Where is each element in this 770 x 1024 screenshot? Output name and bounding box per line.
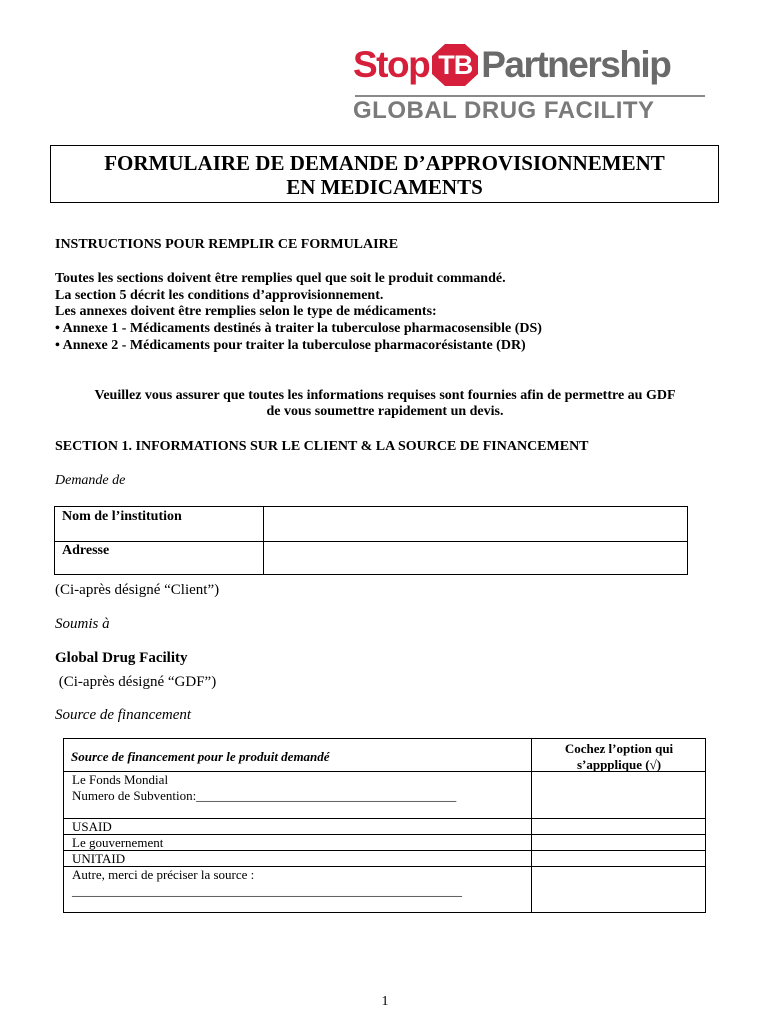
instruction-line: Les annexes doivent être remplies selon le type de médicaments:: [55, 304, 437, 319]
check-option-header: [532, 741, 706, 773]
usaid-label: USAID: [72, 819, 112, 834]
logo-subtitle: GLOBAL DRUG FACILITY: [353, 97, 655, 124]
logo-word-partnership: Partnership: [481, 44, 671, 85]
usaid-checkbox-cell[interactable]: [532, 819, 706, 834]
instruction-line: Toutes les sections doivent être remplies quel que soit le produit commandé.: [55, 271, 506, 286]
section1-heading: SECTION 1. INFORMATIONS SUR LE CLIENT & LA SOURCE DE FINANCEMENT: [55, 439, 589, 454]
source-financement-label: Source de financement: [55, 707, 192, 723]
institution-name-label: Nom de l’institution: [62, 509, 182, 524]
instruction-line: • Annexe 1 - Médicaments destinés à traiter la tuberculose pharmacosensible (DS): [55, 321, 542, 336]
government-checkbox-cell[interactable]: [532, 835, 706, 850]
page-number: 1: [381, 994, 389, 1009]
unitaid-label: UNITAID: [72, 851, 126, 866]
financing-table: [63, 738, 706, 913]
address-label: Adresse: [62, 543, 110, 558]
stop-tb-logo: [353, 44, 709, 130]
table-row: [55, 507, 687, 542]
other-source-field[interactable]: ____________________________________________________________: [72, 883, 462, 898]
notice-line1: Veuillez vous assurer que toutes les informations requises sont fournies afin de permettre au GDF: [94, 388, 676, 403]
table-row: [55, 541, 687, 574]
grant-number-field[interactable]: Numero de Subvention:________________________________________: [72, 788, 457, 803]
column-divider: [263, 541, 264, 574]
global-fund-checkbox-cell[interactable]: [532, 772, 706, 818]
government-label: Le gouvernement: [72, 835, 164, 850]
logo-word-stop: Stop: [353, 44, 430, 85]
list-item: [72, 867, 462, 899]
notice-line2: de vous soumettre rapidement un devis.: [266, 404, 504, 419]
form-title-box: [50, 145, 719, 203]
form-title-line1: FORMULAIRE DE DEMANDE D’APPROVISIONNEMENT: [104, 151, 665, 175]
form-title: [51, 151, 718, 199]
list-item: [72, 772, 456, 804]
other-source-label: Autre, merci de préciser la source :: [72, 867, 255, 882]
unitaid-checkbox-cell[interactable]: [532, 851, 706, 866]
client-note: (Ci-après désigné “Client”): [55, 582, 220, 598]
column-divider: [263, 507, 264, 541]
client-table: [54, 506, 688, 575]
instructions-heading: INSTRUCTIONS POUR REMPLIR CE FORMULAIRE: [55, 237, 399, 252]
global-fund-label: Le Fonds Mondial: [72, 772, 169, 787]
gdf-note: (Ci-après désigné “GDF”): [55, 674, 217, 690]
check-option-header-line2: s’appplique (√): [576, 757, 662, 772]
other-source-checkbox-cell[interactable]: [532, 867, 706, 912]
soumis-a-label: Soumis à: [55, 616, 110, 632]
form-title-line2: EN MEDICAMENTS: [286, 175, 483, 199]
instruction-line: La section 5 décrit les conditions d’approvisionnement.: [55, 288, 384, 303]
check-option-header-line1: Cochez l’option qui: [564, 741, 674, 756]
logo-word-tb: TB: [438, 50, 473, 80]
demande-de-label: Demande de: [55, 473, 126, 488]
gdf-name: Global Drug Facility: [55, 650, 188, 666]
financing-source-header: Source de financement pour le produit demandé: [71, 749, 330, 764]
instruction-line: • Annexe 2 - Médicaments pour traiter la tuberculose pharmacorésistante (DR): [55, 338, 526, 353]
octagon-icon: [432, 44, 478, 86]
